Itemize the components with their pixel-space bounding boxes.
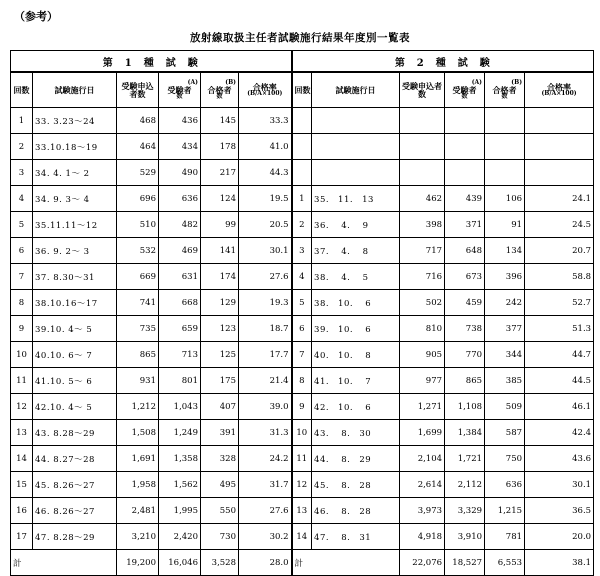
round-cell: 15	[11, 472, 33, 498]
header-rate-2	[525, 72, 594, 108]
rate-cell: 33.3	[239, 108, 292, 134]
passers-cell-2: 509	[485, 394, 525, 420]
header-date: 試験施行日	[33, 72, 117, 108]
examinees-cell-2: 439	[445, 186, 485, 212]
passers-cell: 129	[201, 290, 239, 316]
date-cell-2: 47. 8. 31	[312, 524, 400, 550]
rate-cell: 39.0	[239, 394, 292, 420]
section-first: 第 1 種 試 験	[11, 51, 292, 73]
applicants-cell-2: 3,973	[400, 498, 445, 524]
round-cell-2: 8	[292, 368, 312, 394]
examinees-cell: 801	[159, 368, 201, 394]
passers-cell: 407	[201, 394, 239, 420]
rate-cell-2	[525, 134, 594, 160]
table-row	[11, 108, 594, 134]
total-passers-2: 6,553	[485, 550, 525, 576]
applicants-cell-2: 2,614	[400, 472, 445, 498]
examinees-cell-2	[445, 160, 485, 186]
round-cell: 7	[11, 264, 33, 290]
document-title: 放射線取扱主任者試験施行結果年度別一覧表	[190, 32, 410, 44]
date-cell-2: 38. 4. 5	[312, 264, 400, 290]
rate-cell-2: 20.0	[525, 524, 594, 550]
rate-cell-2: 43.6	[525, 446, 594, 472]
date-cell-2	[312, 160, 400, 186]
passers-cell: 145	[201, 108, 239, 134]
passers-cell-2: 91	[485, 212, 525, 238]
rate-cell: 20.5	[239, 212, 292, 238]
date-cell: 37. 8.30〜31	[33, 264, 117, 290]
passers-cell-2	[485, 160, 525, 186]
round-cell-2: 11	[292, 446, 312, 472]
round-cell-2: 10	[292, 420, 312, 446]
date-cell-2	[312, 134, 400, 160]
rate-cell-2: 24.5	[525, 212, 594, 238]
examinees-cell: 2,420	[159, 524, 201, 550]
header-rate-label-2: 合格率	[547, 81, 572, 92]
total-rate: 28.0	[239, 550, 292, 576]
date-cell: 34. 4. 1〜 2	[33, 160, 117, 186]
examinees-cell-2: 3,910	[445, 524, 485, 550]
header-passers-sub: 数	[216, 93, 223, 101]
rate-cell: 19.5	[239, 186, 292, 212]
header-examinees-sub: 数	[176, 93, 183, 101]
round-cell-2	[292, 134, 312, 160]
table-row	[11, 264, 594, 290]
applicants-cell-2: 810	[400, 316, 445, 342]
examinees-cell-2: 865	[445, 368, 485, 394]
applicants-cell-2: 502	[400, 290, 445, 316]
applicants-cell: 735	[117, 316, 159, 342]
examinees-cell: 434	[159, 134, 201, 160]
column-header-row	[11, 72, 594, 108]
date-cell: 34. 9. 3〜 4	[33, 186, 117, 212]
passers-cell-2	[485, 134, 525, 160]
passers-cell: 495	[201, 472, 239, 498]
applicants-cell: 1,508	[117, 420, 159, 446]
round-cell: 9	[11, 316, 33, 342]
table-row	[11, 368, 594, 394]
table-row	[11, 446, 594, 472]
passers-cell: 124	[201, 186, 239, 212]
date-cell: 47. 8.28〜29	[33, 524, 117, 550]
examinees-cell: 1,358	[159, 446, 201, 472]
reference-note: （参考）	[14, 10, 58, 23]
date-cell-2: 38. 10. 6	[312, 290, 400, 316]
date-cell-2: 44. 8. 29	[312, 446, 400, 472]
total-applicants: 19,200	[117, 550, 159, 576]
passers-cell-2: 106	[485, 186, 525, 212]
round-cell-2: 13	[292, 498, 312, 524]
applicants-cell: 865	[117, 342, 159, 368]
table-row	[11, 524, 594, 550]
header-applicants: 受験申込者数	[117, 72, 159, 108]
rate-cell: 19.3	[239, 290, 292, 316]
applicants-cell: 510	[117, 212, 159, 238]
table-row	[11, 186, 594, 212]
rate-cell: 21.4	[239, 368, 292, 394]
rate-cell: 31.3	[239, 420, 292, 446]
applicants-cell-2	[400, 134, 445, 160]
round-cell-2: 9	[292, 394, 312, 420]
date-cell: 42.10. 4〜 5	[33, 394, 117, 420]
header-passers	[201, 72, 239, 108]
rate-cell: 31.7	[239, 472, 292, 498]
examinees-cell-2: 2,112	[445, 472, 485, 498]
header-date-2: 試験施行日	[312, 72, 400, 108]
table-row	[11, 342, 594, 368]
date-cell: 44. 8.27〜28	[33, 446, 117, 472]
table-row	[11, 212, 594, 238]
header-rate-sub: (B/A×100)	[247, 90, 283, 98]
date-cell-2: 36. 4. 9	[312, 212, 400, 238]
header-examinees-sub-2: 数	[461, 93, 468, 101]
examinees-cell-2: 459	[445, 290, 485, 316]
applicants-cell-2: 977	[400, 368, 445, 394]
examinees-cell: 1,562	[159, 472, 201, 498]
rate-cell-2	[525, 108, 594, 134]
round-cell: 8	[11, 290, 33, 316]
round-cell-2	[292, 108, 312, 134]
examinees-cell: 1,995	[159, 498, 201, 524]
table-row	[11, 134, 594, 160]
applicants-cell-2: 716	[400, 264, 445, 290]
applicants-cell-2: 462	[400, 186, 445, 212]
examinees-cell: 469	[159, 238, 201, 264]
round-cell-2: 4	[292, 264, 312, 290]
header-applicants-2: 受験申込者数	[400, 72, 445, 108]
examinees-cell-2: 371	[445, 212, 485, 238]
passers-cell-2: 1,215	[485, 498, 525, 524]
rate-cell-2: 20.7	[525, 238, 594, 264]
header-examinees-label-2: 受験者	[452, 84, 477, 95]
header-examinees	[159, 72, 201, 108]
passers-cell-2	[485, 108, 525, 134]
passers-cell-2: 636	[485, 472, 525, 498]
round-cell: 5	[11, 212, 33, 238]
examinees-cell-2: 1,384	[445, 420, 485, 446]
round-cell: 1	[11, 108, 33, 134]
section-header-row	[11, 51, 594, 73]
rate-cell: 17.7	[239, 342, 292, 368]
total-examinees: 16,046	[159, 550, 201, 576]
passers-cell: 178	[201, 134, 239, 160]
total-passers: 3,528	[201, 550, 239, 576]
examinees-cell: 490	[159, 160, 201, 186]
round-cell-2: 12	[292, 472, 312, 498]
header-passers-label: 合格者	[207, 84, 232, 95]
rate-cell: 30.2	[239, 524, 292, 550]
table-row	[11, 498, 594, 524]
date-cell: 46. 8.26〜27	[33, 498, 117, 524]
results-table	[10, 50, 594, 576]
header-passers-label-2: 合格者	[492, 84, 517, 95]
date-cell: 41.10. 5〜 6	[33, 368, 117, 394]
header-rate	[239, 72, 292, 108]
rate-cell-2: 42.4	[525, 420, 594, 446]
round-cell: 12	[11, 394, 33, 420]
date-cell: 38.10.16〜17	[33, 290, 117, 316]
examinees-cell: 631	[159, 264, 201, 290]
applicants-cell-2: 1,699	[400, 420, 445, 446]
examinees-cell: 636	[159, 186, 201, 212]
applicants-cell-2: 2,104	[400, 446, 445, 472]
rate-cell-2: 44.5	[525, 368, 594, 394]
examinees-cell-2: 673	[445, 264, 485, 290]
rate-cell-2: 46.1	[525, 394, 594, 420]
header-passers-mark: (B)	[225, 78, 236, 86]
section-second: 第 2 種 試 験	[292, 51, 594, 73]
round-cell-2: 14	[292, 524, 312, 550]
round-cell: 4	[11, 186, 33, 212]
round-cell: 2	[11, 134, 33, 160]
date-cell-2: 35. 11. 13	[312, 186, 400, 212]
applicants-cell-2: 398	[400, 212, 445, 238]
rate-cell-2: 44.7	[525, 342, 594, 368]
table-row	[11, 394, 594, 420]
passers-cell: 125	[201, 342, 239, 368]
header-passers-sub-2: 数	[501, 93, 508, 101]
examinees-cell: 659	[159, 316, 201, 342]
rate-cell: 27.6	[239, 264, 292, 290]
applicants-cell-2: 4,918	[400, 524, 445, 550]
passers-cell-2: 781	[485, 524, 525, 550]
applicants-cell: 931	[117, 368, 159, 394]
passers-cell: 328	[201, 446, 239, 472]
rate-cell: 18.7	[239, 316, 292, 342]
passers-cell: 550	[201, 498, 239, 524]
date-cell: 35.11.11〜12	[33, 212, 117, 238]
passers-cell-2: 750	[485, 446, 525, 472]
examinees-cell-2	[445, 134, 485, 160]
passers-cell-2: 134	[485, 238, 525, 264]
applicants-cell: 741	[117, 290, 159, 316]
examinees-cell-2: 648	[445, 238, 485, 264]
applicants-cell: 468	[117, 108, 159, 134]
date-cell: 39.10. 4〜 5	[33, 316, 117, 342]
date-cell-2: 41. 10. 7	[312, 368, 400, 394]
date-cell: 33. 3.23〜24	[33, 108, 117, 134]
round-cell-2: 6	[292, 316, 312, 342]
rate-cell-2	[525, 160, 594, 186]
date-cell-2: 39. 10. 6	[312, 316, 400, 342]
applicants-cell: 3,210	[117, 524, 159, 550]
passers-cell-2: 385	[485, 368, 525, 394]
rate-cell-2: 52.7	[525, 290, 594, 316]
total-examinees-2: 18,527	[445, 550, 485, 576]
examinees-cell-2: 738	[445, 316, 485, 342]
header-passers-mark-2: (B)	[511, 78, 523, 86]
applicants-cell-2: 717	[400, 238, 445, 264]
total-label-2: 計	[292, 550, 400, 576]
header-round-2: 回数	[292, 72, 312, 108]
examinees-cell-2	[445, 108, 485, 134]
examinees-cell: 482	[159, 212, 201, 238]
header-examinees-label: 受験者	[167, 84, 192, 95]
date-cell: 40.10. 6〜 7	[33, 342, 117, 368]
examinees-cell-2: 3,329	[445, 498, 485, 524]
table-row	[11, 238, 594, 264]
table-row	[11, 420, 594, 446]
round-cell-2	[292, 160, 312, 186]
round-cell-2: 5	[292, 290, 312, 316]
total-row	[11, 550, 594, 576]
round-cell: 13	[11, 420, 33, 446]
date-cell-2: 43. 8. 30	[312, 420, 400, 446]
rate-cell: 30.1	[239, 238, 292, 264]
date-cell-2: 42. 10. 6	[312, 394, 400, 420]
rate-cell-2: 51.3	[525, 316, 594, 342]
rate-cell: 41.0	[239, 134, 292, 160]
applicants-cell: 529	[117, 160, 159, 186]
table-row	[11, 316, 594, 342]
rate-cell-2: 24.1	[525, 186, 594, 212]
passers-cell: 141	[201, 238, 239, 264]
passers-cell-2: 377	[485, 316, 525, 342]
passers-cell: 174	[201, 264, 239, 290]
round-cell: 16	[11, 498, 33, 524]
header-rate-label: 合格率	[252, 81, 277, 92]
applicants-cell-2	[400, 108, 445, 134]
applicants-cell: 1,691	[117, 446, 159, 472]
round-cell: 10	[11, 342, 33, 368]
table-row	[11, 160, 594, 186]
passers-cell: 175	[201, 368, 239, 394]
passers-cell: 391	[201, 420, 239, 446]
passers-cell: 217	[201, 160, 239, 186]
applicants-cell: 669	[117, 264, 159, 290]
examinees-cell-2: 1,108	[445, 394, 485, 420]
round-cell-2: 1	[292, 186, 312, 212]
round-cell-2: 2	[292, 212, 312, 238]
examinees-cell-2: 770	[445, 342, 485, 368]
rate-cell: 27.6	[239, 498, 292, 524]
passers-cell: 123	[201, 316, 239, 342]
table-row	[11, 290, 594, 316]
examinees-cell: 436	[159, 108, 201, 134]
passers-cell: 99	[201, 212, 239, 238]
passers-cell-2: 242	[485, 290, 525, 316]
examinees-cell: 713	[159, 342, 201, 368]
round-cell: 17	[11, 524, 33, 550]
date-cell: 33.10.18〜19	[33, 134, 117, 160]
passers-cell-2: 344	[485, 342, 525, 368]
passers-cell: 730	[201, 524, 239, 550]
date-cell-2: 45. 8. 28	[312, 472, 400, 498]
total-rate-2: 38.1	[525, 550, 594, 576]
total-applicants-2: 22,076	[400, 550, 445, 576]
date-cell-2	[312, 108, 400, 134]
header-examinees-2	[445, 72, 485, 108]
applicants-cell: 1,212	[117, 394, 159, 420]
examinees-cell: 668	[159, 290, 201, 316]
rate-cell-2: 58.8	[525, 264, 594, 290]
date-cell-2: 46. 8. 28	[312, 498, 400, 524]
rate-cell-2: 36.5	[525, 498, 594, 524]
applicants-cell-2: 905	[400, 342, 445, 368]
header-round: 回数	[11, 72, 33, 108]
applicants-cell-2	[400, 160, 445, 186]
date-cell: 45. 8.26〜27	[33, 472, 117, 498]
examinees-cell: 1,043	[159, 394, 201, 420]
applicants-cell: 532	[117, 238, 159, 264]
examinees-cell-2: 1,721	[445, 446, 485, 472]
date-cell: 43. 8.28〜29	[33, 420, 117, 446]
header-examinees-mark: (A)	[187, 78, 198, 86]
rate-cell-2: 30.1	[525, 472, 594, 498]
header-examinees-mark-2: (A)	[471, 78, 483, 86]
date-cell-2: 37. 4. 8	[312, 238, 400, 264]
applicants-cell: 1,958	[117, 472, 159, 498]
round-cell: 6	[11, 238, 33, 264]
passers-cell-2: 396	[485, 264, 525, 290]
date-cell-2: 40. 10. 8	[312, 342, 400, 368]
date-cell: 36. 9. 2〜 3	[33, 238, 117, 264]
examinees-cell: 1,249	[159, 420, 201, 446]
total-label: 計	[11, 550, 117, 576]
round-cell: 14	[11, 446, 33, 472]
round-cell: 11	[11, 368, 33, 394]
round-cell: 3	[11, 160, 33, 186]
round-cell-2: 3	[292, 238, 312, 264]
applicants-cell: 2,481	[117, 498, 159, 524]
header-passers-2	[485, 72, 525, 108]
applicants-cell: 696	[117, 186, 159, 212]
round-cell-2: 7	[292, 342, 312, 368]
rate-cell: 24.2	[239, 446, 292, 472]
rate-cell: 44.3	[239, 160, 292, 186]
table-row	[11, 472, 594, 498]
header-rate-sub-2: (B/A×100)	[541, 90, 577, 98]
passers-cell-2: 587	[485, 420, 525, 446]
applicants-cell-2: 1,271	[400, 394, 445, 420]
applicants-cell: 464	[117, 134, 159, 160]
